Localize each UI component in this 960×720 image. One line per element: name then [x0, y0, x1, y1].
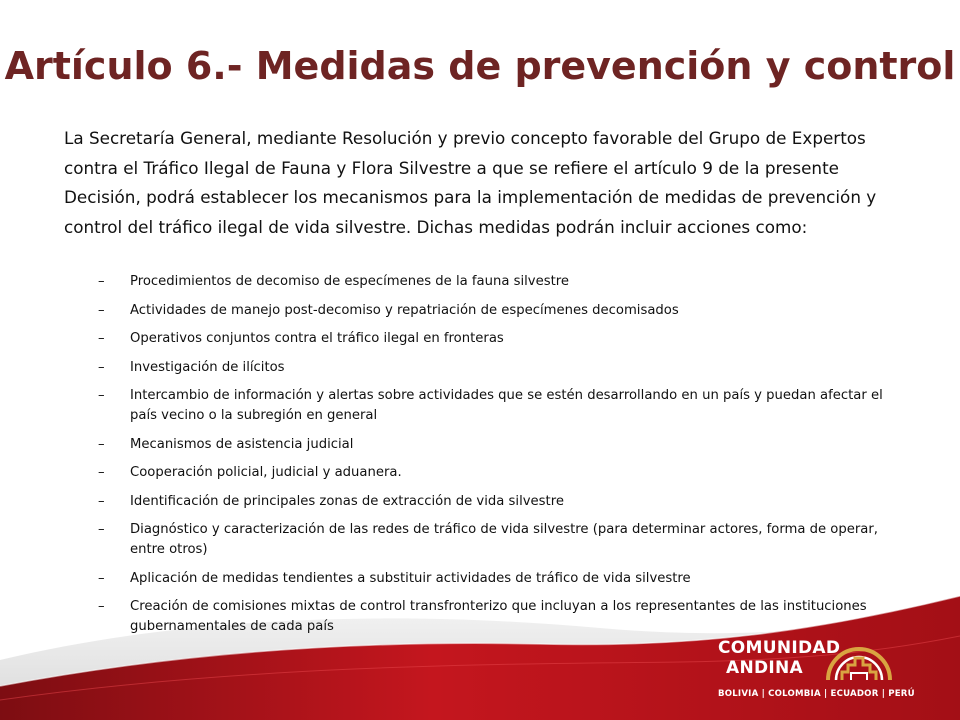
bullet-dash: – [98, 522, 105, 537]
list-item [98, 569, 888, 589]
intro-paragraph: La Secretaría General, mediante Resolución y previo concepto favorable del Grupo de Expertos contra el Tráfico Ilegal de Fauna y Flora Silvestre a que se refiere el artículo 9 de la presente Decisión, podrá establecer los mecanismos para la implementación de medidas de prevención y control del tráfico ilegal de vida silvestre. Dichas medidas podrán incluir acciones como: [64, 128, 877, 237]
bullet-dash: – [98, 599, 105, 614]
list-item-text: Identificación de principales zonas de extracción de vida silvestre [130, 493, 564, 509]
bullet-dash: – [98, 359, 105, 375]
comunidad-andina-logo [712, 628, 942, 708]
list-item-text: Aplicación de medidas tendientes a substituir actividades de tráfico de vida silvestre [130, 570, 691, 586]
slide-title: Artículo 6.- Medidas de prevención y control [4, 44, 956, 88]
bullet-dash: – [98, 331, 105, 346]
list-item [98, 492, 888, 512]
bullet-dash: – [98, 388, 105, 403]
list-item-text: Actividades de manejo post-decomiso y repatriación de especímenes decomisados [130, 302, 679, 318]
logo-countries: BOLIVIA | COLOMBIA | ECUADOR | PERÚ [718, 689, 915, 699]
list-item-text: Creación de comisiones mixtas de control transfronterizo que incluyan a los representantes de las instituciones gubernamentales de cada país [130, 599, 867, 634]
logo-line2: ANDINA [726, 658, 804, 678]
bullet-dash: – [98, 274, 105, 289]
list-item-text: Operativos conjuntos contra el tráfico ilegal en fronteras [130, 331, 504, 346]
list-item-text: Mecanismos de asistencia judicial [130, 436, 354, 452]
logo-line1: COMUNIDAD [718, 638, 841, 658]
andean-stepped-arch-icon [824, 632, 894, 684]
list-item [98, 329, 888, 349]
list-item-text: Cooperación policial, judicial y aduanera. [130, 465, 402, 480]
list-item [98, 301, 888, 321]
measures-list [98, 272, 888, 646]
list-item-text: Intercambio de información y alertas sobre actividades que se estén desarrollando en un país y puedan afectar el país vecino o la subregión en general [130, 388, 883, 423]
list-item [98, 386, 888, 426]
list-item [98, 272, 888, 292]
list-item [98, 463, 888, 483]
list-item [98, 520, 888, 560]
bullet-dash: – [98, 493, 105, 509]
bullet-dash: – [98, 465, 105, 480]
bullet-dash: – [98, 436, 105, 452]
list-item-text: Investigación de ilícitos [130, 359, 285, 375]
list-item-text: Procedimientos de decomiso de especímenes de la fauna silvestre [130, 274, 570, 289]
bullet-dash: – [98, 302, 105, 318]
list-item [98, 358, 888, 378]
bullet-dash: – [98, 570, 105, 586]
list-item [98, 435, 888, 455]
list-item-text: Diagnóstico y caracterización de las redes de tráfico de vida silvestre (para determinar actores, forma de operar, entre otros) [130, 522, 878, 557]
